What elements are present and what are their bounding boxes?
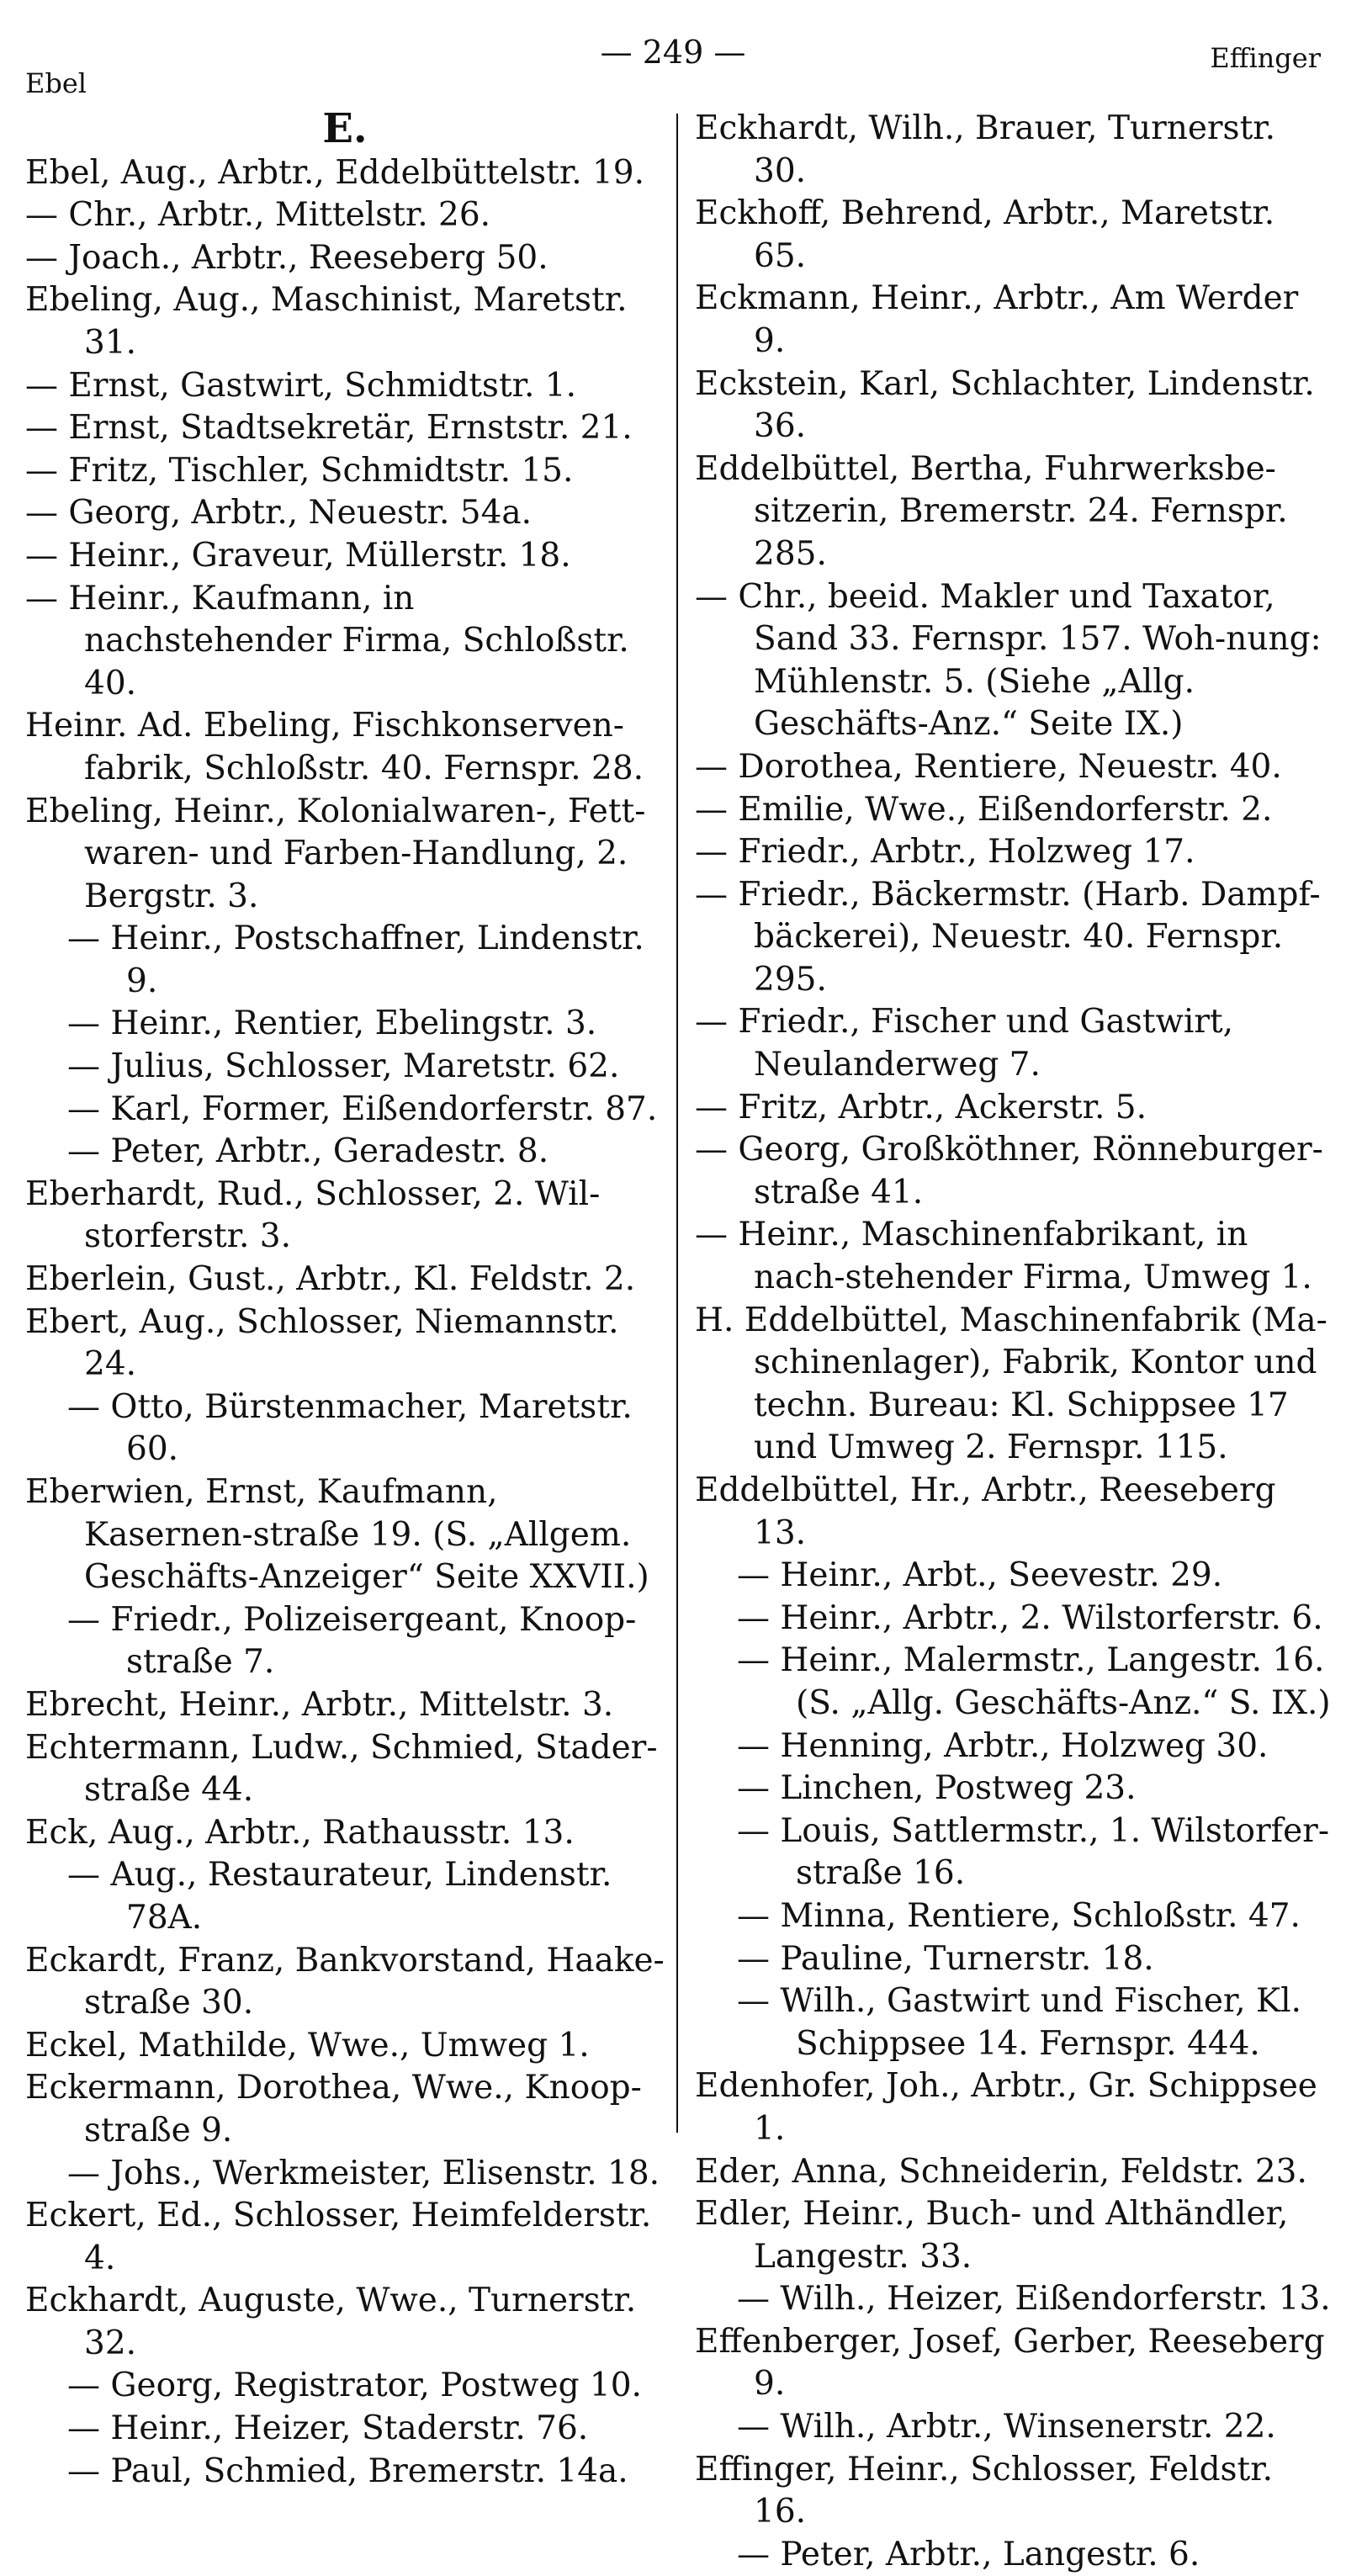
directory-entry: Eckstein, Karl, Schlachter, Lindenstr. 36. [695,364,1315,446]
directory-entry: Ebel, Aug., Arbtr., Eddelbüttelstr. 19. [25,153,645,192]
directory-entry: Eckermann, Dorothea, Wwe., Knoop-straße 9. [25,2069,642,2149]
directory-entry: Ebrecht, Heinr., Arbtr., Mittelstr. 3. [25,1685,614,1724]
directory-entry: Eberlein, Gust., Arbtr., Kl. Feldstr. 2. [25,1260,636,1299]
directory-entry: Eckhoff, Behrend, Arbtr., Maretstr. 65. [695,194,1275,275]
left-entries [25,152,665,2494]
directory-entry: — Georg, Registrator, Postweg 10. [67,2367,642,2405]
directory-entry: — Wilh., Arbtr., Winsenerstr. 22. [737,2408,1276,2446]
directory-entry: — Friedr., Fischer und Gastwirt, Neulanderweg 7. [695,1003,1234,1084]
directory-entry: — Pauline, Turnerstr. 18. [737,1939,1154,1978]
directory-entry: Eberhardt, Rud., Schlosser, 2. Wil-storferstr. 3. [25,1174,601,1256]
directory-entry: Edenhofer, Joh., Arbtr., Gr. Schippsee 1. [695,2067,1317,2148]
directory-entry: — Heinr., Heizer, Staderstr. 76. [67,2409,589,2448]
page-number: — 249 — [600,34,746,71]
directory-entry: Eder, Anna, Schneiderin, Feldstr. 23. [695,2152,1307,2191]
right-entries [695,108,1334,2576]
directory-entry: — Friedr., Arbtr., Holzweg 17. [695,833,1195,872]
directory-entry: — Friedr., Bäckermstr. (Harb. Dampf-bäckerei), Neuestr. 40. Fernspr. 295. [695,875,1321,999]
directory-entry: Effenberger, Josef, Gerber, Reeseberg 9. [695,2322,1325,2404]
page-header [25,34,1321,99]
directory-entry: — Peter, Arbtr., Langestr. 6. [737,2535,1200,2573]
directory-entry: — Ernst, Stadtsekretär, Ernststr. 21. [25,409,633,448]
directory-entry: — Georg, Arbtr., Neuestr. 54a. [25,494,533,533]
directory-entry: — Fritz, Arbtr., Ackerstr. 5. [695,1088,1147,1126]
directory-entry: — Georg, Großköthner, Rönneburger-straße 41. [695,1131,1323,1211]
directory-entry: — Chr., Arbtr., Mittelstr. 26. [25,196,491,235]
directory-entry: Eckhardt, Auguste, Wwe., Turnerstr. 32. [25,2282,637,2362]
directory-entry: Ebert, Aug., Schlosser, Niemannstr. 24. [25,1302,619,1384]
directory-entry: — Heinr., Kaufmann, in nachstehender Firma, Schloßstr. 40. [25,579,629,702]
directory-entry: — Paul, Schmied, Bremerstr. 14a. [67,2451,628,2490]
directory-entry: — Heinr., Arbt., Seevestr. 29. [737,1556,1223,1595]
directory-entry: Eberwien, Ernst, Kaufmann, Kasernen-straße 19. (S. „Allgem. Geschäfts-Anzeiger“ Seite XXVII.) [25,1473,649,1597]
directory-entry: — Louis, Sattlermstr., 1. Wilstorfer-straße 16. [737,1811,1329,1893]
directory-entry: — Julius, Schlosser, Maretstr. 62. [67,1047,620,1086]
directory-entry: Eckel, Mathilde, Wwe., Umweg 1. [25,2026,590,2065]
directory-entry: — Wilh., Heizer, Eißendorferstr. 13. [737,2280,1331,2319]
directory-entry: — Heinr., Graveur, Müllerstr. 18. [25,536,571,575]
directory-entry: — Heinr., Malermstr., Langestr. 16. (S. „Allg. Geschäfts-Anz.“ S. IX.) [737,1641,1331,1722]
directory-entry: — Otto, Bürstenmacher, Maretstr. 60. [67,1387,633,1469]
directory-entry: — Heinr., Rentier, Ebelingstr. 3. [67,1004,597,1043]
section-letter: E. [322,105,368,152]
directory-entry: Eckardt, Franz, Bankvorstand, Haake-straße 30. [25,1941,665,2022]
directory-entry: Ebeling, Heinr., Kolonialwaren-, Fett-waren- und Farben-Handlung, 2. Bergstr. 3. [25,792,646,915]
directory-entry: — Ernst, Gastwirt, Schmidtstr. 1. [25,366,576,405]
directory-entry: — Joach., Arbtr., Reeseberg 50. [25,238,548,277]
directory-entry: — Chr., beeid. Makler und Taxator, Sand 33. Fernspr. 157. Woh-nung: Mühlenstr. 5. (Siehe „Allg. Geschäfts-Anz.“ Seite IX.) [695,577,1322,744]
directory-entry: — Heinr., Arbtr., 2. Wilstorferstr. 6. [737,1598,1323,1637]
directory-entry: Eckhardt, Wilh., Brauer, Turnerstr. 30. [695,109,1276,190]
directory-entry: — Fritz, Tischler, Schmidtstr. 15. [25,451,574,490]
directory-entry: Eckert, Ed., Schlosser, Heimfelderstr. 4. [25,2197,652,2277]
directory-entry: — Dorothea, Rentiere, Neuestr. 40. [695,747,1282,786]
directory-entry: Eddelbüttel, Bertha, Fuhrwerksbe-sitzerin, Bremerstr. 24. Fernspr. 285. [695,449,1288,573]
directory-entry: Ebeling, Aug., Maschinist, Maretstr. 31. [25,281,628,362]
column-divider [676,114,678,2133]
directory-entry: Eddelbüttel, Hr., Arbtr., Reeseberg 13. [695,1471,1276,1552]
right-column [695,108,1334,2576]
directory-entry: — Linchen, Postweg 23. [737,1769,1137,1808]
directory-entry: Heinr. Ad. Ebeling, Fischkonserven-fabrik, Schloßstr. 40. Fernspr. 28. [25,707,644,787]
directory-entry: — Henning, Arbtr., Holzweg 30. [737,1726,1269,1765]
left-column [25,105,665,2493]
directory-entry: — Peter, Arbtr., Geradestr. 8. [67,1132,549,1171]
directory-entry: Eck, Aug., Arbtr., Rathausstr. 13. [25,1813,575,1852]
directory-entry: Eckmann, Heinr., Arbtr., Am Werder 9. [695,279,1299,360]
directory-entry: Effinger, Heinr., Schlosser, Feldstr. 16. [695,2450,1273,2531]
directory-entry: Echtermann, Ludw., Schmied, Stader-straße 44. [25,1728,658,1810]
directory-entry: Edler, Heinr., Buch- und Althändler, Langestr. 33. [695,2195,1289,2276]
directory-entry: — Friedr., Polizeisergeant, Knoop-straße 7. [67,1600,637,1682]
directory-entry: — Heinr., Maschinenfabrikant, in nach-stehender Firma, Umweg 1. [695,1216,1312,1297]
directory-entry: — Emilie, Wwe., Eißendorferstr. 2. [695,790,1273,829]
header-right-keyword: Effinger [1210,42,1321,74]
directory-entry: H. Eddelbüttel, Maschinenfabrik (Ma-schinenlager), Fabrik, Kontor und techn. Bureau: Kl. Schippsee 17 und Umweg 2. Fernspr. 115. [695,1301,1327,1467]
directory-entry: — Karl, Former, Eißendorferstr. 87. [67,1089,658,1128]
directory-entry: — Minna, Rentiere, Schloßstr. 47. [737,1896,1301,1935]
directory-entry: — Wilh., Gastwirt und Fischer, Kl. Schippsee 14. Fernspr. 444. [737,1982,1302,2063]
header-left-keyword: Ebel [25,67,87,99]
directory-entry: — Johs., Werkmeister, Elisenstr. 18. [67,2154,660,2192]
directory-entry: — Aug., Restaurateur, Lindenstr. 78A. [67,1856,612,1937]
directory-entry: — Heinr., Postschaffner, Lindenstr. 9. [67,920,644,1000]
